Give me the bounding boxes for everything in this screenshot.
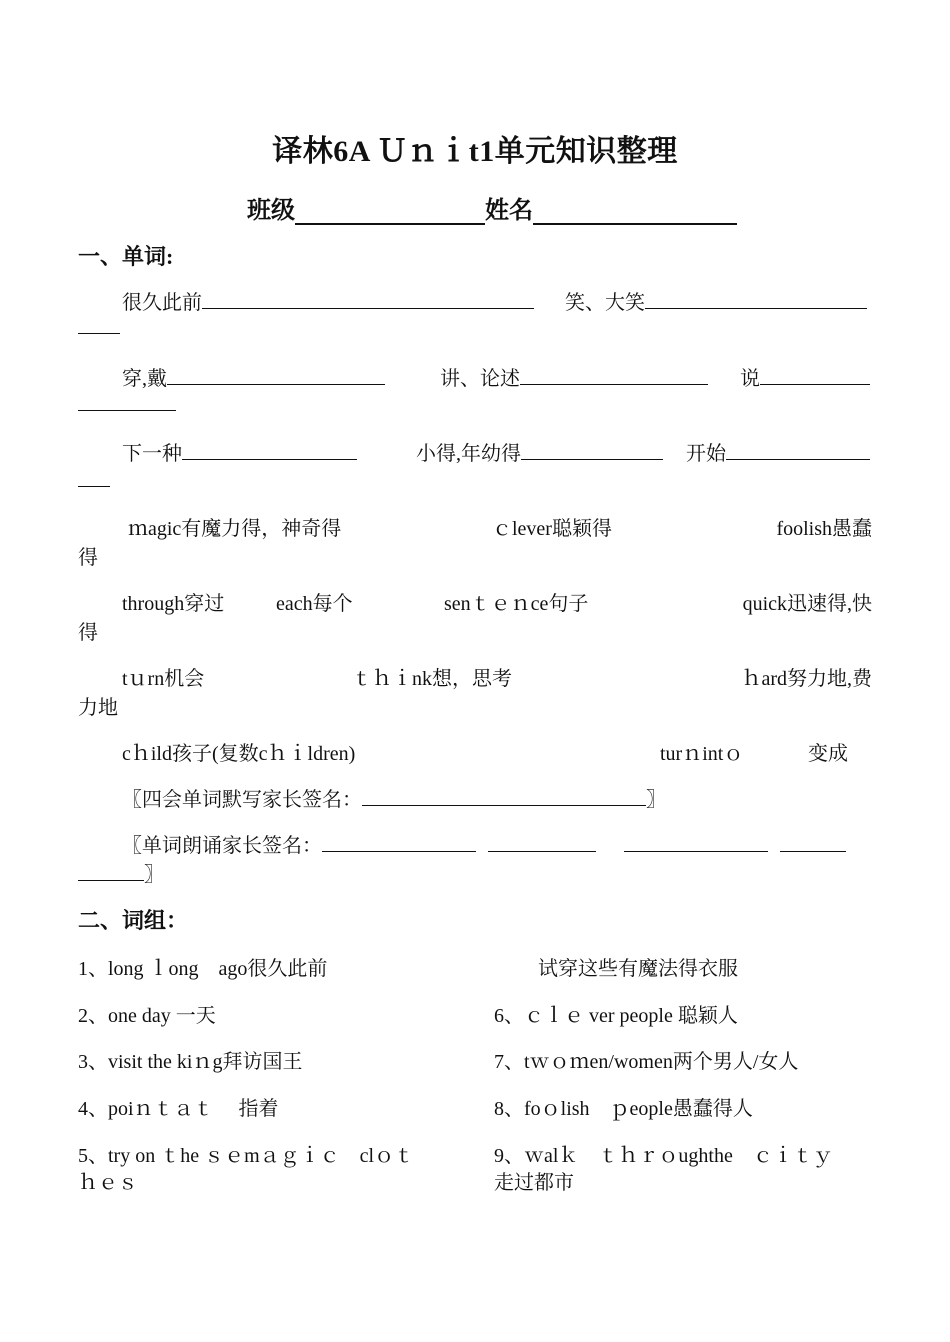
answer-blank[interactable] [202, 290, 534, 309]
section-heading-phrases: 二、词组： [78, 908, 189, 933]
word-blank-row [122, 437, 357, 466]
word-prompt: 穿,戴 [122, 368, 167, 390]
class-name-line [247, 190, 737, 225]
bracket-close: 〗 [144, 864, 164, 886]
name-label: 姓名 [485, 198, 533, 224]
class-blank[interactable] [295, 197, 485, 225]
vocab-child: cｈild孩子(复数cｈｉldren) [122, 743, 356, 765]
page-title: 译林6A Ｕｎｉt1单元知识整理 [272, 135, 678, 168]
vocab-quick: quick迅速得,快 [742, 593, 872, 615]
phrase-item: 4、poiｎｔａｔ 指着 [78, 1098, 279, 1120]
signature-write-label: 〖四会单词默写家长签名： [122, 789, 362, 811]
word-blank-row [416, 437, 663, 466]
signature-write-row [122, 783, 666, 812]
vocab-magic: ｍagic有魔力得，神奇得 [128, 518, 342, 540]
word-prompt: 小得,年幼得 [416, 443, 521, 465]
name-blank[interactable] [533, 197, 737, 225]
signature-read-blank[interactable] [322, 833, 476, 852]
phrase-item-wrap: ｈｅｓ [78, 1172, 138, 1194]
answer-blank[interactable] [182, 441, 357, 460]
phrase-item: 8、foｏlish ｐeople愚蠢得人 [494, 1098, 753, 1120]
answer-blank[interactable] [520, 366, 708, 385]
bracket-close: 〗 [646, 789, 666, 811]
signature-read-blank[interactable] [624, 833, 768, 852]
signature-write-blank[interactable] [362, 787, 646, 806]
word-prompt: 笑、大笑 [565, 292, 645, 314]
phrase-item: 7、tｗｏｍen/women两个男人/女人 [494, 1051, 799, 1073]
word-blank-row [686, 437, 870, 466]
section-heading-words: 一、单词: [78, 244, 174, 269]
answer-blank-continuation[interactable] [78, 410, 176, 411]
phrase-item: 试穿这些有魔法得衣服 [538, 958, 738, 980]
signature-read-label: 〖单词朗诵家长签名： [122, 835, 322, 857]
answer-blank[interactable] [521, 441, 663, 460]
signature-read-blank[interactable] [780, 833, 846, 852]
signature-read-row-wrap [78, 858, 164, 887]
phrase-item: 1、long ｌong ago很久此前 [78, 958, 328, 980]
class-label: 班级 [247, 198, 295, 224]
vocab-hard: ｈard努力地,费 [741, 668, 872, 690]
word-prompt: 很久此前 [122, 292, 202, 314]
answer-blank[interactable] [645, 290, 867, 309]
vocab-quick-wrap: 得 [78, 622, 98, 644]
word-prompt: 说 [740, 368, 760, 390]
answer-blank-continuation[interactable] [78, 486, 110, 487]
word-blank-row [440, 362, 708, 391]
vocab-think: ｔｈｉnk想，思考 [352, 668, 512, 690]
signature-read-blank[interactable] [78, 862, 144, 881]
phrase-item: 6、ｃｌｅ ver people 聪颖人 [494, 1005, 738, 1027]
word-prompt: 下一种 [122, 443, 182, 465]
vocab-turn: tｕrn机会 [122, 668, 205, 690]
signature-read-row [122, 829, 846, 858]
vocab-through: through穿过 [122, 593, 225, 615]
answer-blank[interactable] [760, 366, 870, 385]
word-prompt: 讲、论述 [440, 368, 520, 390]
word-blank-row [122, 362, 385, 391]
vocab-clever: ｃlever聪颖得 [492, 518, 612, 540]
word-prompt: 开始 [686, 443, 726, 465]
word-blank-row [122, 286, 534, 315]
vocab-sentence: senｔｅｎce句子 [444, 593, 589, 615]
vocab-turn-into: turｎintｏ [660, 743, 744, 765]
phrase-item: 2、one day 一天 [78, 1005, 216, 1027]
vocab-foolish-wrap: 得 [78, 547, 98, 569]
answer-blank[interactable] [726, 441, 870, 460]
answer-blank[interactable] [167, 366, 385, 385]
vocab-turn-into-meaning: 变成 [808, 743, 848, 765]
phrase-item: 9、ｗalｋ ｔｈｒｏughthe ｃｉｔｙ [494, 1145, 833, 1167]
answer-blank-continuation[interactable] [78, 333, 120, 334]
vocab-each: each每个 [276, 593, 353, 615]
word-blank-row [565, 286, 867, 315]
vocab-foolish: foolish愚蠢 [776, 518, 872, 540]
vocab-hard-wrap: 力地 [78, 697, 118, 719]
phrase-item: 3、visit the kiｎg拜访国王 [78, 1051, 303, 1073]
signature-read-blank[interactable] [488, 833, 596, 852]
phrase-item: 5、try on ｔhe ｓｅmａｇｉｃ clｏｔ [78, 1145, 415, 1167]
phrase-item-wrap: 走过都市 [494, 1172, 574, 1194]
word-blank-row [740, 362, 870, 391]
